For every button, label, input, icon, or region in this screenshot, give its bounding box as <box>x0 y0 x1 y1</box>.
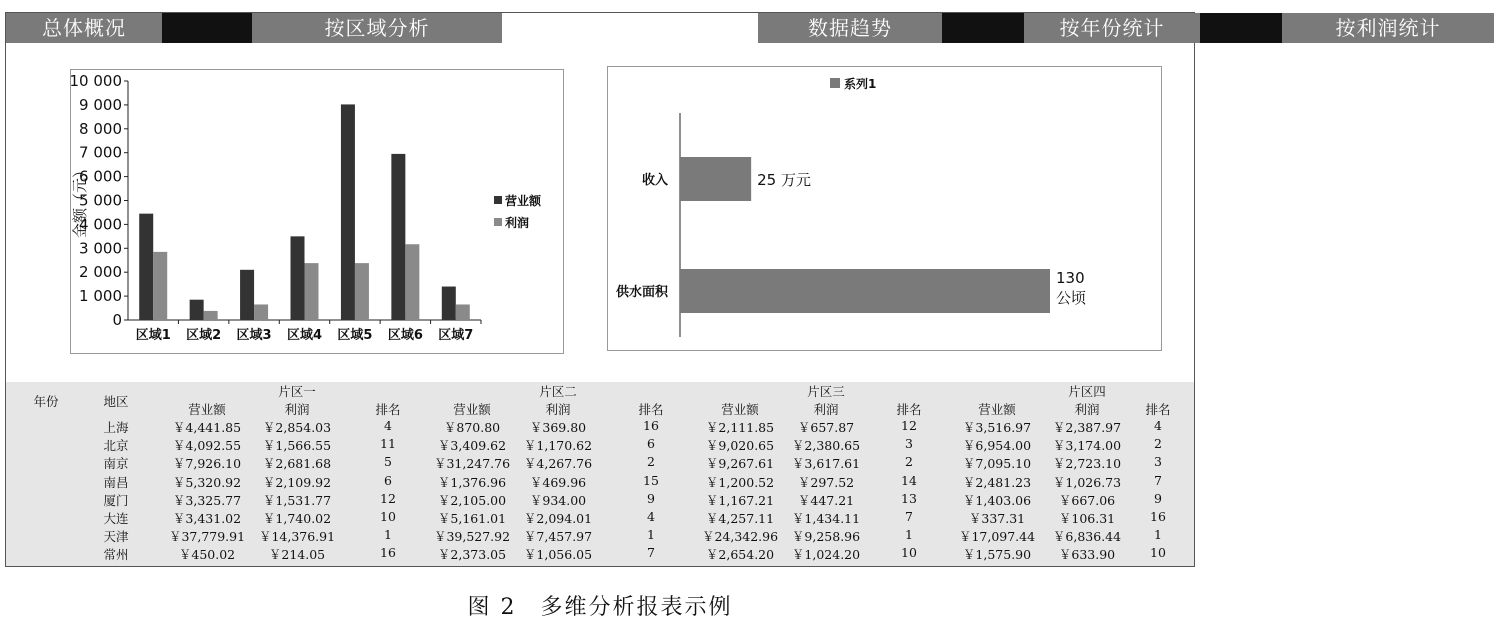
tab-spacer-3 <box>502 13 758 43</box>
sub-header: 营业额 <box>721 402 759 417</box>
group-header-1: 片区二 <box>539 384 577 399</box>
table-cell: ￥4,257.11 <box>705 511 775 526</box>
sub-header: 利润 <box>813 402 839 417</box>
table-cell: ￥1,024.20 <box>791 547 861 563</box>
table-cell: 7 <box>1154 472 1162 488</box>
table-cell: ￥1,434.11 <box>791 511 861 526</box>
group-header-3: 片区四 <box>1068 384 1106 399</box>
y-tick-label: 7 000 <box>79 143 122 162</box>
tab-spacer-5 <box>942 13 1024 43</box>
table-cell: ￥1,566.55 <box>262 438 332 454</box>
bar-revenue <box>190 300 204 320</box>
table-cell: 12 <box>901 418 917 433</box>
row-city: 天津 <box>103 529 129 545</box>
table-cell: ￥934.00 <box>529 492 587 508</box>
x-tick-label: 区域4 <box>286 328 323 343</box>
table-cell: ￥2,723.10 <box>1052 456 1122 472</box>
bar-revenue <box>341 104 355 320</box>
bar-profit <box>204 311 218 320</box>
table-cell: ￥469.96 <box>529 474 587 490</box>
legend-label: 营业额 <box>505 194 542 208</box>
table-cell: 7 <box>905 509 913 524</box>
table-cell: 12 <box>380 490 396 506</box>
tab-4[interactable]: 数据趋势 <box>758 13 942 43</box>
row-city: 南昌 <box>103 474 129 490</box>
row-city: 常州 <box>103 547 129 563</box>
y-tick-label: 10 000 <box>69 72 122 90</box>
legend-label: 系列1 <box>844 77 877 91</box>
table-cell: 3 <box>905 436 913 452</box>
table-cell: ￥4,441.85 <box>172 420 242 435</box>
income-area-bar-chart <box>608 67 1161 350</box>
x-tick-label: 区域7 <box>438 328 474 343</box>
bar-revenue <box>391 154 405 320</box>
table-cell: ￥2,373.05 <box>437 547 507 563</box>
table-cell: ￥1,740.02 <box>262 511 332 526</box>
table-cell: 16 <box>1150 509 1166 524</box>
y-tick-label: 0 <box>112 311 122 329</box>
sub-header: 利润 <box>284 402 310 417</box>
table-cell: 6 <box>384 472 392 488</box>
table-cell: ￥2,387.97 <box>1052 420 1122 435</box>
table-cell: ￥9,020.65 <box>705 438 775 454</box>
table-cell: ￥297.52 <box>797 474 855 490</box>
table-cell: ￥3,325.77 <box>172 492 242 508</box>
sub-header: 利润 <box>1074 402 1100 417</box>
table-cell: 6 <box>647 436 655 452</box>
table-cell: ￥39,527.92 <box>433 529 511 545</box>
y-tick-label: 9 000 <box>79 95 122 114</box>
table-cell: ￥1,403.06 <box>962 492 1032 508</box>
table-cell: 9 <box>647 490 655 506</box>
table-cell: 16 <box>643 418 659 433</box>
table-cell: ￥1,026.73 <box>1052 474 1122 490</box>
table-cell: ￥2,481.23 <box>962 474 1032 490</box>
table-cell: ￥1,200.52 <box>705 474 775 490</box>
row-city: 上海 <box>103 420 129 435</box>
table-cell: 10 <box>901 545 917 561</box>
y-tick-label: 6 000 <box>79 167 122 186</box>
table-cell: 13 <box>901 490 917 506</box>
table-cell: 16 <box>380 545 396 561</box>
table-cell: ￥3,516.97 <box>962 420 1032 435</box>
table-cell: ￥1,056.05 <box>523 547 593 563</box>
table-cell: ￥9,258.96 <box>791 529 861 545</box>
table-cell: ￥2,105.00 <box>437 492 507 508</box>
x-tick-label: 区域5 <box>337 328 373 343</box>
y-tick-label: 4 000 <box>79 215 122 234</box>
table-cell: ￥214.05 <box>268 547 326 563</box>
table-cell: 11 <box>380 436 396 452</box>
group-header-2: 片区三 <box>807 384 845 399</box>
table-cell: 4 <box>384 418 392 433</box>
y-tick-label: 5 000 <box>79 191 122 210</box>
table-cell: 1 <box>905 527 913 543</box>
group-header-0: 片区一 <box>278 384 316 399</box>
sub-header: 营业额 <box>188 402 226 417</box>
bar-profit <box>305 263 319 320</box>
category-label: 供水面积 <box>615 285 668 300</box>
bar-profit <box>405 244 419 320</box>
y-axis-label: 金额（元） <box>71 162 89 239</box>
table-cell: 7 <box>647 545 655 561</box>
table-cell: 3 <box>1154 454 1162 470</box>
table-cell: ￥24,342.96 <box>701 529 779 545</box>
table-cell: ￥1,575.90 <box>962 547 1032 563</box>
table-cell: ￥3,409.62 <box>437 438 507 454</box>
table-cell: ￥870.80 <box>443 420 501 435</box>
table-cell: ￥2,380.65 <box>791 438 861 454</box>
x-tick-label: 区域3 <box>236 328 272 343</box>
y-tick-label: 3 000 <box>79 239 122 258</box>
legend-label: 利润 <box>505 216 530 230</box>
table-cell: ￥7,926.10 <box>172 456 242 472</box>
table-cell: ￥1,170.62 <box>523 438 593 454</box>
table-cell: ￥1,531.77 <box>262 492 332 508</box>
table-cell: ￥37,779.91 <box>168 529 246 545</box>
row-city: 厦门 <box>103 492 129 508</box>
table-cell: ￥1,167.21 <box>705 492 775 508</box>
table-cell: ￥7,457.97 <box>523 529 593 545</box>
table-cell: ￥2,111.85 <box>705 420 775 435</box>
figure-caption: 图 2 多维分析报表示例 <box>467 595 733 620</box>
table-cell: ￥3,174.00 <box>1052 438 1122 454</box>
table-cell: 14 <box>901 472 917 488</box>
y-tick-label: 8 000 <box>79 119 122 138</box>
x-tick-label: 区域2 <box>186 328 222 343</box>
bar-profit <box>456 304 470 320</box>
table-cell: 5 <box>384 454 392 470</box>
bar-profit <box>153 252 167 320</box>
table-cell: ￥6,836.44 <box>1052 529 1122 545</box>
data-label: 25 万元 <box>757 171 812 189</box>
table-cell: ￥9,267.61 <box>705 456 775 472</box>
sub-header: 营业额 <box>978 402 1016 417</box>
tab-8[interactable]: 按利润统计 <box>1282 13 1494 43</box>
bar-profit <box>254 304 268 320</box>
report-frame <box>5 12 1441 567</box>
table-cell: ￥667.06 <box>1058 492 1116 508</box>
table-cell: 1 <box>647 527 655 543</box>
sub-header: 营业额 <box>453 402 491 417</box>
region-header: 地区 <box>103 394 129 409</box>
row-city: 北京 <box>103 438 129 454</box>
table-cell: ￥369.80 <box>529 420 587 435</box>
region-bar-chart-panel <box>70 69 564 354</box>
year-header: 年份 <box>33 394 59 409</box>
table-cell: ￥4,092.55 <box>172 438 242 454</box>
x-tick-label: 区域1 <box>135 328 171 343</box>
legend-swatch <box>494 196 502 204</box>
row-city: 大连 <box>103 511 129 526</box>
table-cell: ￥7,095.10 <box>962 456 1032 472</box>
data-table <box>6 382 1194 566</box>
table-cell: ￥14,376.91 <box>258 529 336 545</box>
sub-header: 排名 <box>375 402 401 417</box>
data-label: 公顷 <box>1056 289 1087 307</box>
table-cell: ￥5,320.92 <box>172 474 242 490</box>
table-cell: 2 <box>1154 436 1162 452</box>
table-cell: ￥633.90 <box>1058 547 1116 563</box>
category-label: 收入 <box>641 173 668 188</box>
sub-header: 利润 <box>545 402 571 417</box>
table-cell: ￥2,681.68 <box>262 456 332 472</box>
table-cell: ￥106.31 <box>1058 511 1116 526</box>
table-cell: 9 <box>1154 490 1162 506</box>
table-cell: ￥4,267.76 <box>523 456 593 472</box>
table-cell: 2 <box>905 454 913 470</box>
tab-spacer-7 <box>1200 13 1282 43</box>
horizontal-bar-chart-panel <box>607 66 1162 351</box>
table-cell: 1 <box>384 527 392 543</box>
sub-header: 排名 <box>1145 402 1171 417</box>
table-cell: 10 <box>1150 545 1166 561</box>
table-cell: 4 <box>647 509 655 524</box>
table-cell: ￥2,654.20 <box>705 547 775 563</box>
table-cell: 4 <box>1154 418 1162 433</box>
legend-swatch <box>830 78 840 88</box>
x-tick-label: 区域6 <box>387 328 423 343</box>
table-cell: 1 <box>1154 527 1162 543</box>
bar-revenue <box>139 214 153 320</box>
table-cell: 15 <box>643 472 659 488</box>
table-cell: ￥1,376.96 <box>437 474 507 490</box>
bar-revenue <box>291 236 305 320</box>
tab-0[interactable]: 总体概况 <box>6 13 162 43</box>
table-cell: ￥337.31 <box>968 511 1026 526</box>
table-cell: ￥5,161.01 <box>437 511 507 526</box>
tab-bar <box>6 13 1441 43</box>
table-cell: ￥31,247.76 <box>433 456 511 472</box>
y-tick-label: 2 000 <box>79 263 122 282</box>
table-cell: 10 <box>380 509 396 524</box>
tab-6[interactable]: 按年份统计 <box>1024 13 1200 43</box>
sub-header: 排名 <box>638 402 664 417</box>
hbar <box>680 157 751 201</box>
table-cell: ￥447.21 <box>797 492 855 508</box>
tab-2[interactable]: 按区域分析 <box>252 13 502 43</box>
table-cell: ￥2,109.92 <box>262 474 332 490</box>
table-cell: 2 <box>647 454 655 470</box>
hbar <box>680 269 1050 313</box>
bar-profit <box>355 263 369 320</box>
table-cell: ￥6,954.00 <box>962 438 1032 454</box>
bar-revenue <box>240 270 254 320</box>
data-label: 130 <box>1056 269 1085 287</box>
y-tick-label: 1 000 <box>79 287 122 306</box>
bar-revenue <box>442 287 456 320</box>
row-city: 南京 <box>103 456 129 472</box>
table-cell: ￥3,617.61 <box>791 456 861 472</box>
table-cell: ￥450.02 <box>178 547 236 563</box>
legend-swatch <box>494 218 502 226</box>
table-cell: ￥3,431.02 <box>172 511 242 526</box>
table-cell: ￥2,094.01 <box>523 511 593 526</box>
sub-header: 排名 <box>896 402 922 417</box>
region-bar-chart <box>71 70 563 353</box>
table-cell: ￥17,097.44 <box>958 529 1036 545</box>
table-cell: ￥657.87 <box>797 420 855 435</box>
tab-spacer-1 <box>162 13 252 43</box>
table-cell: ￥2,854.03 <box>262 420 332 435</box>
